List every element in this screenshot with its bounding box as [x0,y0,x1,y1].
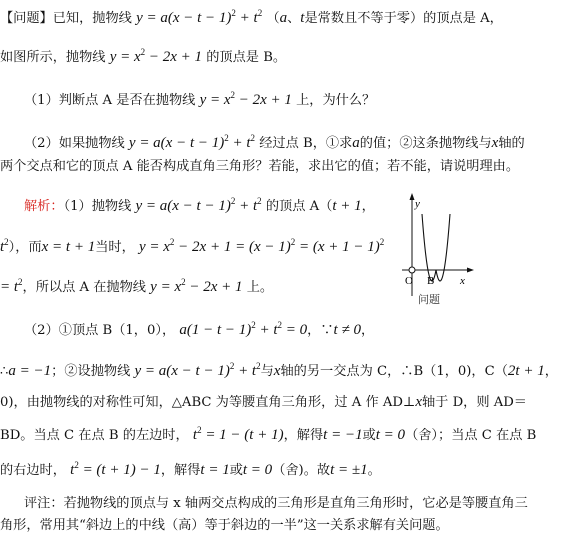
text: 评注：若抛物线的顶点与 x 轴两交点构成的三角形是直角三角形时，它必是等腰直角三 [24,496,528,511]
text: 0)，由抛物线的对称性可知，△ABC 为等腰直角三角形，过 A 作 AD⊥ [0,395,416,410]
parabola-figure [398,190,478,300]
formula: = $t^2$ [0,277,23,295]
text: 上。 [246,280,274,295]
solution-line-4 [24,320,374,341]
text: ，解得 [160,463,201,478]
formula: t + 1 [332,198,362,214]
formula-parabola-a: $y = a(x - t - 1)^2 + t^2$ [136,8,263,26]
text: ，所以点 A 在抛物线 [22,280,146,295]
question-1 [24,90,375,111]
formula-parabola-a: $y = a(x - t - 1)^2 + t^2$ [128,133,256,151]
y-axis-label: y [415,198,420,210]
solution-line-6 [0,392,527,413]
solution-line-1 [24,196,375,217]
x-axis-arrow [467,268,474,273]
var-a: a [352,135,360,151]
text: 、 [287,11,301,26]
question-2-line-2 [0,157,519,177]
text: （ [266,11,280,26]
text: （2）如果抛物线 [24,136,125,151]
formula: t = 0 [375,427,406,443]
text: 的顶点 A（ [265,199,333,214]
question-2-line-1 [24,133,525,154]
text: ，解得 [283,428,324,443]
text: 轴的 [498,136,525,151]
x-axis-label: x [460,275,465,287]
figure-caption: 问题 [418,293,440,306]
text: ，∵ [307,323,334,338]
text: 上，为什么？ [296,93,376,108]
text: 的右边时， [0,463,66,478]
text: 轴的另一交点为 C，∴B（1，0)，C（ [280,364,508,379]
formula: 2t + 1 [507,363,545,379]
text: ∴ [0,364,9,379]
comment-line-2 [0,516,449,536]
text: 与 [260,364,274,379]
text: 两个交点和它的顶点 A 能否构成直角三角形？若能，求出它的值；若不能，请说明理由。 [0,159,520,174]
text: 的顶点是 B。 [206,50,287,65]
formula: t = ±1 [330,462,368,478]
text: 【问题】已知，抛物线 [0,11,132,26]
formula-parabola-a: $y = a(x - t - 1)^2 + t^2$ [135,196,262,214]
origin-marker [409,267,415,273]
formula-expansion: $y = x^2 - 2x + 1 = (x - 1)^2 = (x + 1 - 1)^2$ [138,237,385,255]
formula: a = −1 [8,363,52,379]
formula: $t^2 = (t + 1) - 1$ [70,460,161,478]
var-t: t [300,10,305,26]
var-x: x [415,394,422,410]
solution-line-7 [0,425,536,446]
y-axis-arrow [410,193,415,200]
text: ， [360,323,375,338]
var-a: a [279,10,288,26]
text: 经过点 B，①求 [259,136,353,151]
text: （舍)。故 [272,463,331,478]
solution-line-3 [0,277,273,298]
text: （舍）；当点 C 在点 B [405,428,537,443]
text: 角形，常用其“斜边上的中线（高）等于斜边的一半”这一关系求解有关问题。 [0,518,449,533]
text: 轴于 D，则 AD＝ [422,395,527,410]
var-x: x [273,363,281,379]
formula-parabola-a: $y = a(x - t - 1)^2 + t^2$ [134,361,261,379]
origin-label: O [405,275,413,287]
formula-parabola-b: $y = x^2 - 2x + 1$ [109,47,203,65]
text: （2）①顶点 B（1，0）， [24,323,176,338]
formula-parabola-b: $y = x^2 - 2x + 1$ [150,277,243,295]
text: ；②设抛物线 [51,364,131,379]
text: 的值；②这条抛物线与 [359,136,492,151]
text: 或 [229,463,243,478]
formula-parabola-b: $y = x^2 - 2x + 1$ [199,90,292,108]
parabola-curve [422,214,450,281]
solution-line-5 [0,361,558,382]
problem-line-1 [0,8,503,29]
text: （1）判断点 A 是否在抛物线 [24,93,196,108]
solution-line-8 [0,460,381,481]
text: BD。当点 C 在点 B 的左边时， [0,428,189,443]
text: ， [544,364,558,379]
formula: t = 1 [200,462,230,478]
text: （1）抛物线 [63,199,132,214]
formula: $t^2$ [0,237,9,255]
text: 或 [362,428,376,443]
vertex-b-label: B [427,275,435,287]
text: 。 [367,463,381,478]
text: ），而 [8,240,42,255]
text: 如图所示，抛物线 [0,50,106,65]
formula: $a(1 - t - 1)^2 + t^2 = 0$ [179,320,308,338]
solution-label: 解析： [24,199,64,214]
problem-line-2 [0,47,286,68]
var-x: x [491,135,499,151]
formula: t = −1 [323,427,363,443]
formula: x = t + 1 [41,239,96,255]
text: ， [361,199,375,214]
text: 当时， [95,240,135,255]
formula: t ≠ 0 [333,322,361,338]
formula: t = 0 [242,462,273,478]
comment-line-1 [24,494,528,514]
text: 是常数且不等于零）的顶点是 A， [304,11,503,26]
solution-line-2 [0,237,384,258]
formula: $t^2 = 1 - (t + 1)$ [192,425,284,443]
